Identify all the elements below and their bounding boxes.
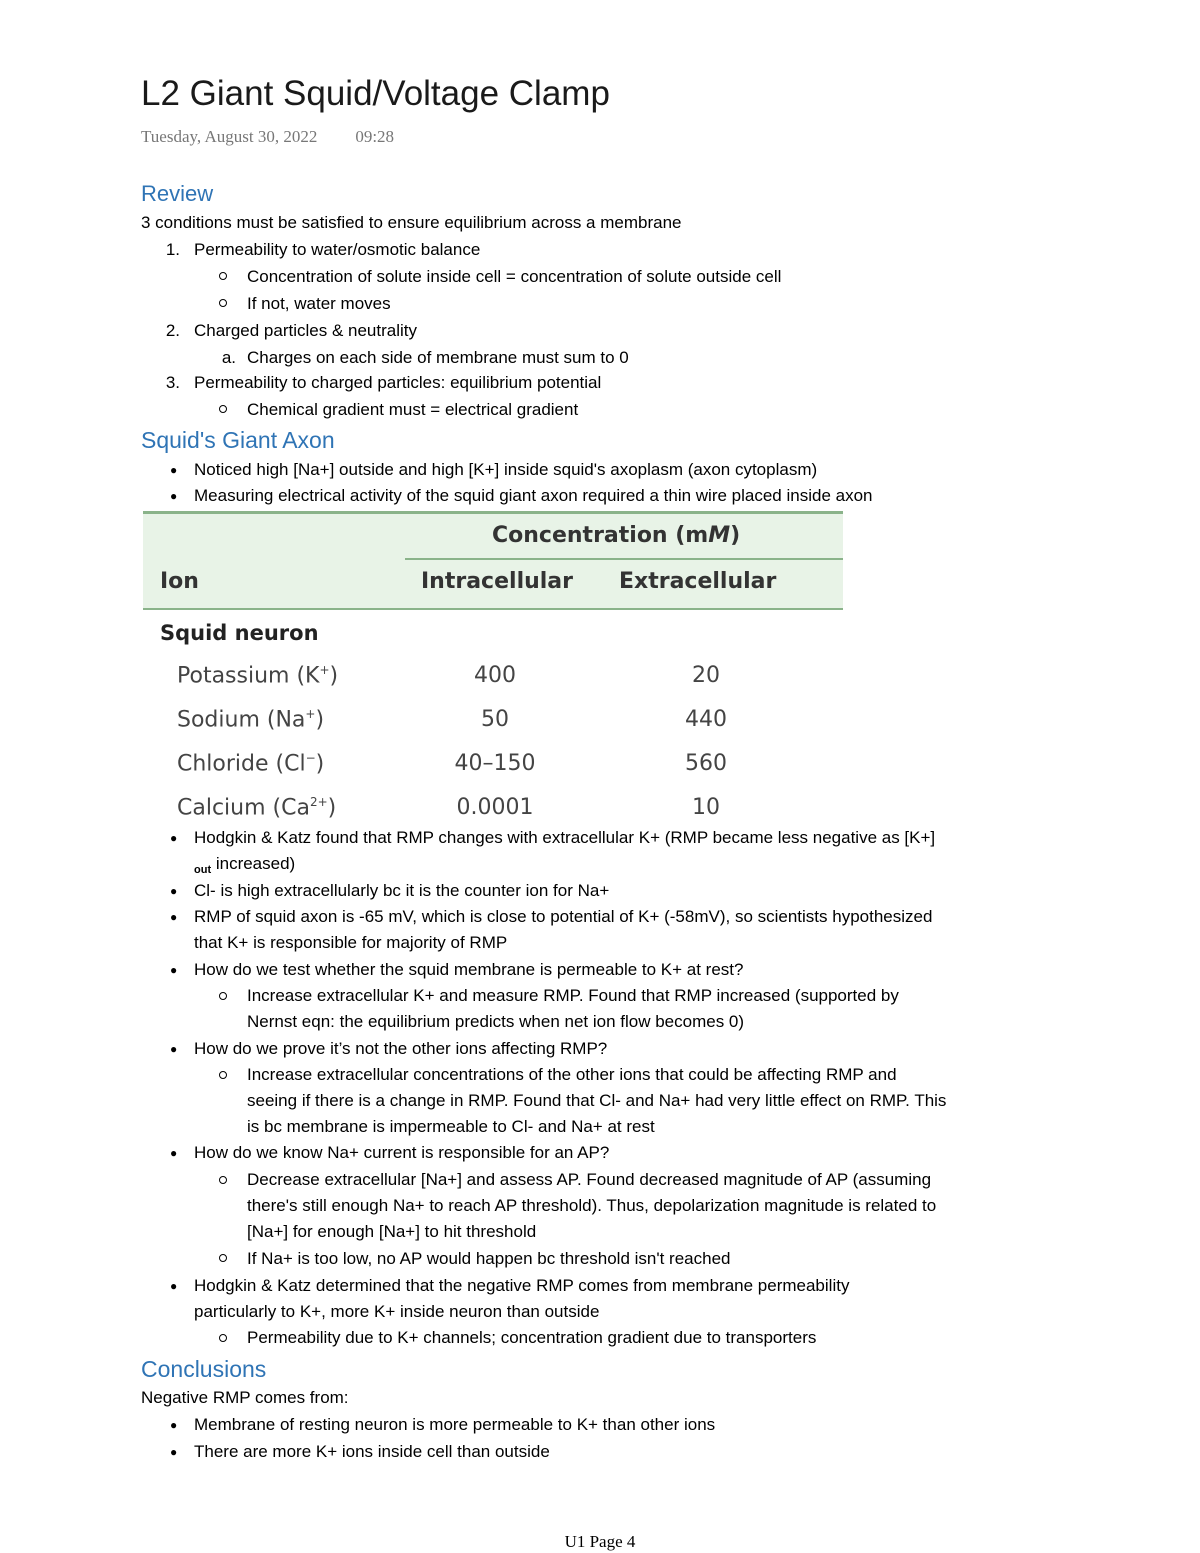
bullet-icon: ● <box>170 1042 178 1056</box>
note-line: How do we know Na+ current is responsible for an AP? <box>194 1143 610 1162</box>
list-number: 2. <box>165 321 180 340</box>
note-line: Hodgkin & Katz determined that the negative RMP comes from membrane permeability <box>194 1276 850 1295</box>
review-subitem: If not, water moves <box>247 294 391 313</box>
table-intra-cell: 40–150 <box>454 751 536 776</box>
bullet-icon: ● <box>170 910 178 924</box>
bullet-icon: ● <box>170 963 178 977</box>
page-footer: U1 Page 4 <box>564 1532 636 1551</box>
heading-conclusions: Conclusions <box>141 1356 267 1382</box>
heading-review: Review <box>141 181 214 206</box>
bullet-icon: ● <box>170 1445 178 1459</box>
table-concentration-header: Concentration (mM) <box>492 523 741 548</box>
note-subline: is bc membrane is impermeable to Cl- and Na+ at rest <box>247 1117 655 1136</box>
note-line: particularly to K+, more K+ inside neuron than outside <box>194 1302 600 1321</box>
note-line: How do we prove it’s not the other ions affecting RMP? <box>194 1039 608 1058</box>
note-line: $_{out}$ increased) <box>194 854 296 876</box>
note-subline: Increase extracellular concentrations of the other ions that could be affecting RMP and <box>247 1065 897 1084</box>
note-date: Tuesday, August 30, 2022 <box>141 127 318 146</box>
table-intra-cell: 50 <box>481 707 509 732</box>
list-letter: a. <box>221 348 236 367</box>
note-subline: Nernst eqn: the equilibrium predicts when net ion flow becomes 0) <box>247 1012 745 1031</box>
table-ion-cell: Sodium (Na+) <box>177 707 325 733</box>
note-line: How do we test whether the squid membrane is permeable to K+ at rest? <box>194 960 744 979</box>
bullet-icon: ● <box>170 489 178 503</box>
note-subline: there's still enough Na+ to reach AP threshold). Thus, depolarization magnitude is related to <box>247 1196 937 1215</box>
table-ion-cell: Potassium (K+) <box>177 663 339 689</box>
heading-squid-axon: Squid's Giant Axon <box>141 427 335 453</box>
note-subline: Permeability due to K+ channels; concentration gradient due to transporters <box>247 1328 817 1347</box>
conclusion-bullet: There are more K+ ions inside cell than outside <box>194 1442 550 1461</box>
conclusions-intro: Negative RMP comes from: <box>141 1388 349 1407</box>
circle-bullet-icon <box>219 992 227 1000</box>
note-subline: Increase extracellular K+ and measure RMP. Found that RMP increased (supported by <box>247 986 899 1005</box>
circle-bullet-icon <box>219 1254 227 1262</box>
note-subline: Decrease extracellular [Na+] and assess AP. Found decreased magnitude of AP (assuming <box>247 1170 932 1189</box>
note-time: 09:28 <box>355 127 395 146</box>
review-item: Charged particles & neutrality <box>194 321 418 340</box>
review-subitem: Chemical gradient must = electrical gradient <box>247 400 579 419</box>
bullet-icon: ● <box>170 884 178 898</box>
list-number: 3. <box>165 373 180 392</box>
circle-bullet-icon <box>219 405 227 413</box>
table-extra-cell: 440 <box>685 707 727 732</box>
note-subline: If Na+ is too low, no AP would happen bc threshold isn't reached <box>247 1249 731 1268</box>
table-extra-cell: 20 <box>692 663 720 688</box>
review-item: Permeability to charged particles: equilibrium potential <box>194 373 602 392</box>
note-subline: [Na+] for enough [Na+] to hit threshold <box>247 1222 537 1241</box>
review-subitem: Concentration of solute inside cell = concentration of solute outside cell <box>247 267 782 286</box>
note-line: Cl- is high extracellularly bc it is the counter ion for Na+ <box>194 881 610 900</box>
bullet-icon: ● <box>170 1418 178 1432</box>
note-line: that K+ is responsible for majority of RMP <box>194 933 508 952</box>
note-subline: seeing if there is a change in RMP. Found that Cl- and Na+ had very little effect on RMP. This <box>247 1091 947 1110</box>
table-col-intracellular: Intracellular <box>421 569 574 594</box>
bullet-icon: ● <box>170 1279 178 1293</box>
note-line: Hodgkin & Katz found that RMP changes with extracellular K+ (RMP became less negative as [K+] <box>194 828 936 847</box>
circle-bullet-icon <box>219 1071 227 1079</box>
note-timestamp <box>141 127 394 147</box>
circle-bullet-icon <box>219 299 227 307</box>
conclusion-bullet: Membrane of resting neuron is more permeable to K+ than other ions <box>194 1415 716 1434</box>
list-number: 1. <box>165 240 180 259</box>
note-line: RMP of squid axon is -65 mV, which is close to potential of K+ (-58mV), so scientists hypothesized <box>194 907 933 926</box>
bullet-icon: ● <box>170 1146 178 1160</box>
axon-bullet: Measuring electrical activity of the squid giant axon required a thin wire placed inside axon <box>194 486 873 505</box>
ion-concentration-table <box>143 511 845 831</box>
review-subitem: Charges on each side of membrane must sum to 0 <box>247 348 629 367</box>
table-intra-cell: 0.0001 <box>456 795 534 820</box>
table-ion-cell: Calcium $(Ca^{2+})$ <box>177 795 337 821</box>
circle-bullet-icon <box>219 1176 227 1184</box>
table-extra-cell: 560 <box>685 751 727 776</box>
table-intra-cell: 400 <box>474 663 516 688</box>
page-title: L2 Giant Squid/Voltage Clamp <box>141 74 610 113</box>
table-extra-cell: 10 <box>692 795 720 820</box>
table-col-ion: Ion <box>160 569 199 594</box>
bullet-icon: ● <box>170 831 178 845</box>
review-intro: 3 conditions must be satisfied to ensure equilibrium across a membrane <box>141 213 682 232</box>
axon-bullet: Noticed high [Na+] outside and high [K+] inside squid's axoplasm (axon cytoplasm) <box>194 460 818 479</box>
table-ion-cell: Chloride (Cl−) <box>177 751 325 777</box>
review-item: Permeability to water/osmotic balance <box>194 240 481 259</box>
table-rule <box>405 558 843 560</box>
circle-bullet-icon <box>219 1334 227 1342</box>
table-group-label: Squid neuron <box>160 621 319 645</box>
bullet-icon: ● <box>170 463 178 477</box>
table-col-extracellular: Extracellular <box>619 569 777 594</box>
circle-bullet-icon <box>219 272 227 280</box>
